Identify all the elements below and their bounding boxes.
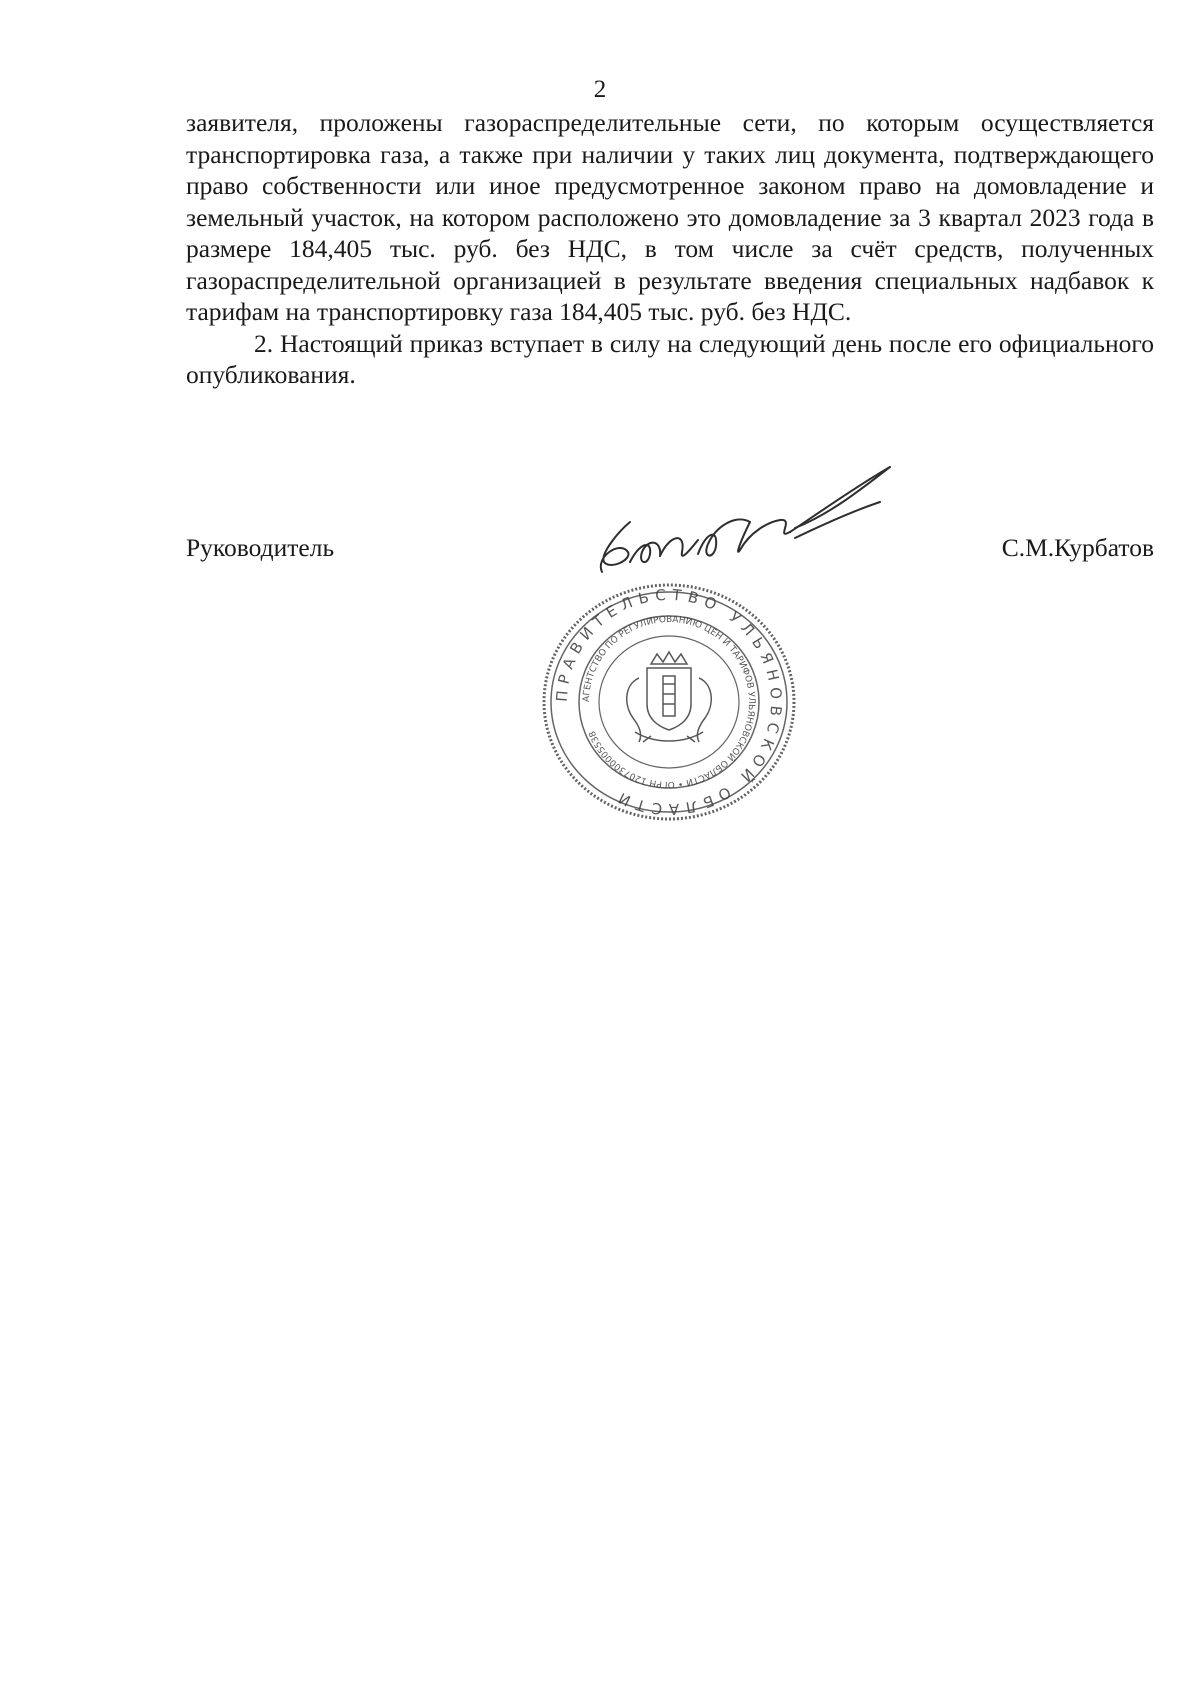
paragraph-1: заявителя, проложены газораспределительные сети, по которым осуществляется транспортировка газа, а также при наличии у таких лиц документа, подтверждающего право собственности или иное предусмотренное законом право на домовладение и земельный участок, на котором расположено это домовладение за 3 квартал 2023 года в размере 184,405 тыс. руб. без НДС, в том числе за счёт средств, полученных газораспределительной организацией в результате введения специальных надбавок к тарифам на транспортировку газа 184,405 тыс. руб. без НДС. <box>186 108 1154 326</box>
page-number: 2 <box>593 76 607 103</box>
stamp-outer-text: ПРАВИТЕЛЬСТВО УЛЬЯНОВСКОЙ ОБЛАСТИ <box>552 585 786 819</box>
signatory-name: С.М.Курбатов <box>1001 533 1154 562</box>
svg-text:АГЕНТСТВО ПО РЕГУЛИРОВАНИЮ ЦЕН <box>582 615 756 789</box>
document-body <box>186 107 1154 391</box>
signatory-title: Руководитель <box>186 533 335 562</box>
stamp-inner-text: АГЕНТСТВО ПО РЕГУЛИРОВАНИЮ ЦЕН И ТАРИФОВ УЛЬЯНОВСКОЙ ОБЛАСТИ • ОГРН 1207300005538 <box>581 614 757 790</box>
paragraph-2: 2. Настоящий приказ вступает в силу на следующий день после его официального опубликования. <box>186 328 1154 389</box>
coat-of-arms-icon <box>627 652 712 742</box>
official-stamp <box>539 582 799 822</box>
handwritten-signature <box>590 462 900 602</box>
